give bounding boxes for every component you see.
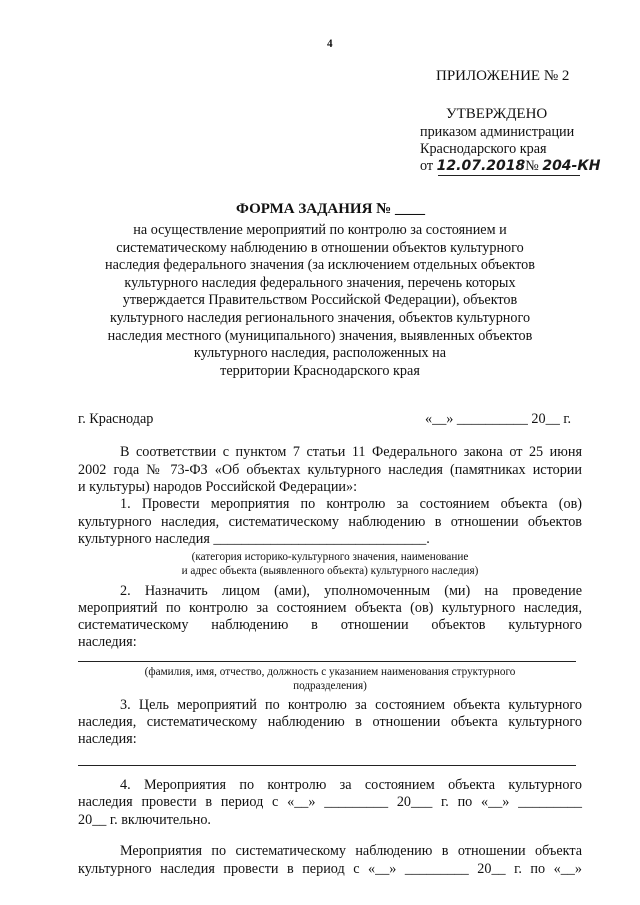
item1-line-1: 1. Провести мероприятия по контролю за состоянием объекта (ов) (120, 496, 582, 512)
intro-line-1: В соответствии с пунктом 7 статьи 11 Федерального закона от 25 июня (120, 444, 582, 460)
subtitle-line: систематическому наблюдению в отношении объектов культурного (116, 239, 524, 256)
place-label: г. Краснодар (78, 411, 154, 427)
form-title: ФОРМА ЗАДАНИЯ № ____ (236, 201, 425, 217)
approval-title: УТВЕРЖДЕНО (446, 106, 548, 122)
approval-date-handwritten: 12.07.2018 (436, 158, 526, 174)
item5-line-2: культурного наследия провести в период с «__» _________ 20__ г. по «__» (78, 861, 582, 877)
subtitle-line: культурного наследия, расположенных на (193, 345, 447, 362)
item2-line-3: систематическому наблюдению в отношении объектов культурного (78, 617, 582, 633)
item2-line-2: мероприятий по контролю за состоянием объекта (ов) культурного наследия, (78, 600, 582, 616)
item4-line-2: наследия провести в период с «__» _________ 20___ г. по «__» _________ (78, 794, 582, 810)
appendix-label: ПРИЛОЖЕНИЕ № 2 (436, 68, 570, 84)
item1-hint (130, 550, 530, 578)
item5-line-1: Мероприятия по систематическому наблюдению в отношении объекта (120, 843, 582, 859)
page-number: 4 (327, 38, 333, 50)
item2-hint (100, 665, 560, 693)
item2-line-1: 2. Назначить лицом (ами), уполномоченным (ми) на проведение (120, 583, 582, 599)
item4-line-3: 20__ г. включительно. (78, 812, 211, 828)
item3-line-1: 3. Цель мероприятий по контролю за состоянием объекта культурного (120, 697, 582, 713)
subtitle-line: на осуществление мероприятий по контролю за состоянием и (133, 222, 507, 238)
approval-date-prefix: от (420, 158, 434, 174)
item4-line-1: 4. Мероприятия по контролю за состоянием объекта культурного (120, 777, 582, 793)
item2-line-4: наследия: (78, 634, 137, 650)
date-template: «__» __________ 20__ г. (425, 411, 572, 427)
intro-line-3: и культуры) народов Российской Федерации»: (78, 479, 358, 495)
subtitle-line: территории Краснодарского края (220, 362, 420, 379)
approval-line-2: Краснодарского края (420, 141, 547, 157)
approval-line-1: приказом администрации (420, 124, 575, 140)
item3-line-3: наследия: (78, 731, 137, 747)
form-subtitle (80, 222, 560, 380)
subtitle-line: культурного наследия федерального значения, перечень которых (124, 274, 516, 291)
approval-number-sign: № (525, 158, 539, 174)
item1-line-2: культурного наследия, систематическому наблюдению в отношении объектов (78, 514, 582, 530)
item2-hint-line: подразделения) (293, 680, 367, 692)
item1-line-3: культурного наследия ______________________________. (78, 531, 430, 547)
approval-number-handwritten: 204-КН (542, 158, 601, 174)
subtitle-line: наследия федерального значения (за исключением отдельных объектов (105, 257, 535, 274)
item1-hint-line: (категория историко-культурного значения, наименование (191, 551, 469, 563)
item2-hint-line: (фамилия, имя, отчество, должность с указанием наименования структурного (144, 666, 516, 678)
item3-line-2: наследия, систематическому наблюдению в отношении объекта культурного (78, 714, 582, 730)
subtitle-line: культурного наследия регионального значения, объектов культурного (109, 309, 531, 326)
intro-line-2: 2002 года № 73-ФЗ «Об объектах культурного наследия (памятниках истории (78, 462, 582, 478)
approval-date-line (420, 158, 601, 175)
subtitle-line: наследия местного (муниципального) значения, выявленных объектов (107, 327, 533, 344)
subtitle-line: утверждается Правительством Российской Федерации), объектов (122, 292, 518, 309)
item1-hint-line: и адрес объекта (выявленного объекта) культурного наследия) (181, 565, 479, 577)
